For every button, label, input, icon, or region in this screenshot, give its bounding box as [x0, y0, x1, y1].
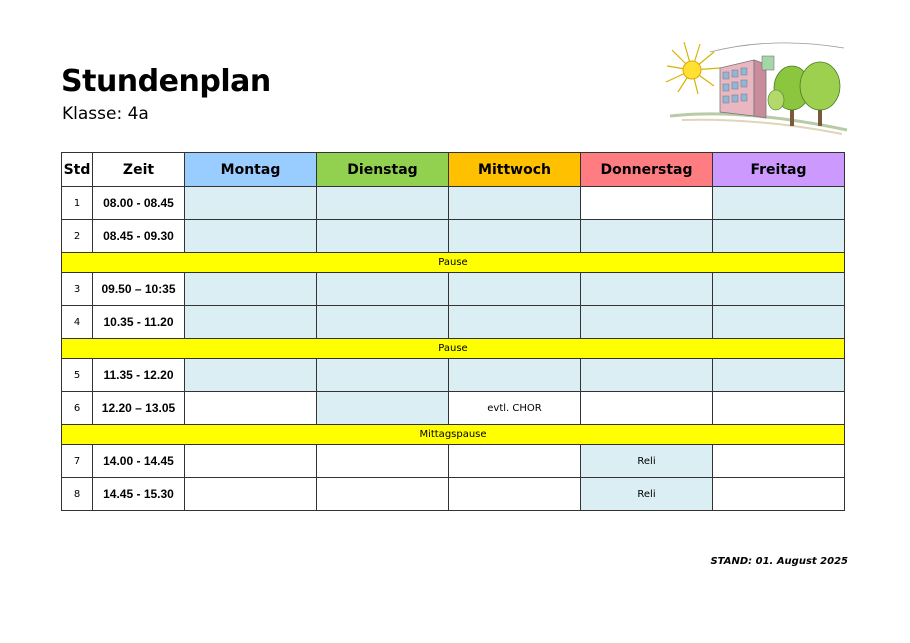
lesson-cell: [185, 478, 317, 511]
lesson-cell: [449, 445, 581, 478]
timetable-body: [62, 187, 845, 511]
lesson-row: [62, 220, 845, 253]
lesson-cell: [317, 392, 449, 425]
timetable: [61, 152, 845, 511]
lesson-time: 08.45 - 09.30: [93, 220, 185, 253]
class-label: Klasse: 4a: [62, 104, 149, 124]
stand-date: STAND: 01. August 2025: [710, 556, 848, 567]
lesson-time: 08.00 - 08.45: [93, 187, 185, 220]
school-logo-icon: [662, 38, 852, 138]
lesson-cell: [317, 445, 449, 478]
sun-icon: [666, 42, 720, 94]
header-row: [62, 153, 845, 187]
lesson-cell: [317, 306, 449, 339]
lesson-cell: [317, 187, 449, 220]
lesson-number: 5: [62, 359, 93, 392]
lesson-time: 09.50 – 10:35: [93, 273, 185, 306]
lesson-cell: [185, 392, 317, 425]
lesson-cell: [449, 187, 581, 220]
lesson-cell: [449, 359, 581, 392]
lesson-cell: [185, 220, 317, 253]
lesson-row: [62, 445, 845, 478]
lesson-cell: Reli: [581, 478, 713, 511]
lesson-cell: [185, 445, 317, 478]
lesson-cell: [185, 359, 317, 392]
lesson-row: [62, 359, 845, 392]
lesson-cell: [713, 478, 845, 511]
lesson-cell: [317, 273, 449, 306]
column-std: Std: [62, 153, 93, 187]
column-montag: Montag: [185, 153, 317, 187]
lesson-row: [62, 306, 845, 339]
building-icon: [720, 56, 774, 118]
lesson-cell: [581, 187, 713, 220]
pause-label: Pause: [62, 339, 845, 359]
lesson-cell: Reli: [581, 445, 713, 478]
lesson-cell: [713, 359, 845, 392]
lesson-cell: [713, 306, 845, 339]
lesson-cell: [713, 220, 845, 253]
lesson-row: [62, 273, 845, 306]
lesson-time: 11.35 - 12.20: [93, 359, 185, 392]
lesson-cell: [317, 359, 449, 392]
column-freitag: Freitag: [713, 153, 845, 187]
pause-row: [62, 339, 845, 359]
lesson-time: 10.35 - 11.20: [93, 306, 185, 339]
lesson-cell: evtl. CHOR: [449, 392, 581, 425]
lesson-cell: [449, 478, 581, 511]
lesson-number: 8: [62, 478, 93, 511]
lesson-cell: [449, 306, 581, 339]
lesson-row: [62, 392, 845, 425]
lesson-cell: [713, 445, 845, 478]
pause-label: Mittagspause: [62, 425, 845, 445]
column-dienstag: Dienstag: [317, 153, 449, 187]
tree-icon: [768, 62, 840, 126]
lesson-cell: [317, 478, 449, 511]
pause-label: Pause: [62, 253, 845, 273]
page-title: Stundenplan: [61, 64, 271, 99]
column-donnerstag: Donnerstag: [581, 153, 713, 187]
lesson-cell: [713, 187, 845, 220]
lesson-cell: [713, 392, 845, 425]
lesson-cell: [185, 306, 317, 339]
lesson-row: [62, 187, 845, 220]
lesson-cell: [317, 220, 449, 253]
lesson-time: 14.00 - 14.45: [93, 445, 185, 478]
lesson-row: [62, 478, 845, 511]
lesson-number: 1: [62, 187, 93, 220]
lesson-time: 14.45 - 15.30: [93, 478, 185, 511]
lesson-number: 6: [62, 392, 93, 425]
lesson-cell: [185, 273, 317, 306]
pause-row: [62, 253, 845, 273]
lesson-cell: [185, 187, 317, 220]
column-mittwoch: Mittwoch: [449, 153, 581, 187]
lesson-cell: [581, 306, 713, 339]
pause-row: [62, 425, 845, 445]
lesson-number: 7: [62, 445, 93, 478]
lesson-cell: [581, 220, 713, 253]
lesson-cell: [581, 359, 713, 392]
lesson-cell: [581, 273, 713, 306]
lesson-number: 3: [62, 273, 93, 306]
lesson-time: 12.20 – 13.05: [93, 392, 185, 425]
lesson-cell: [581, 392, 713, 425]
column-zeit: Zeit: [93, 153, 185, 187]
lesson-cell: [449, 273, 581, 306]
lesson-number: 2: [62, 220, 93, 253]
lesson-cell: [713, 273, 845, 306]
lesson-number: 4: [62, 306, 93, 339]
lesson-cell: [449, 220, 581, 253]
